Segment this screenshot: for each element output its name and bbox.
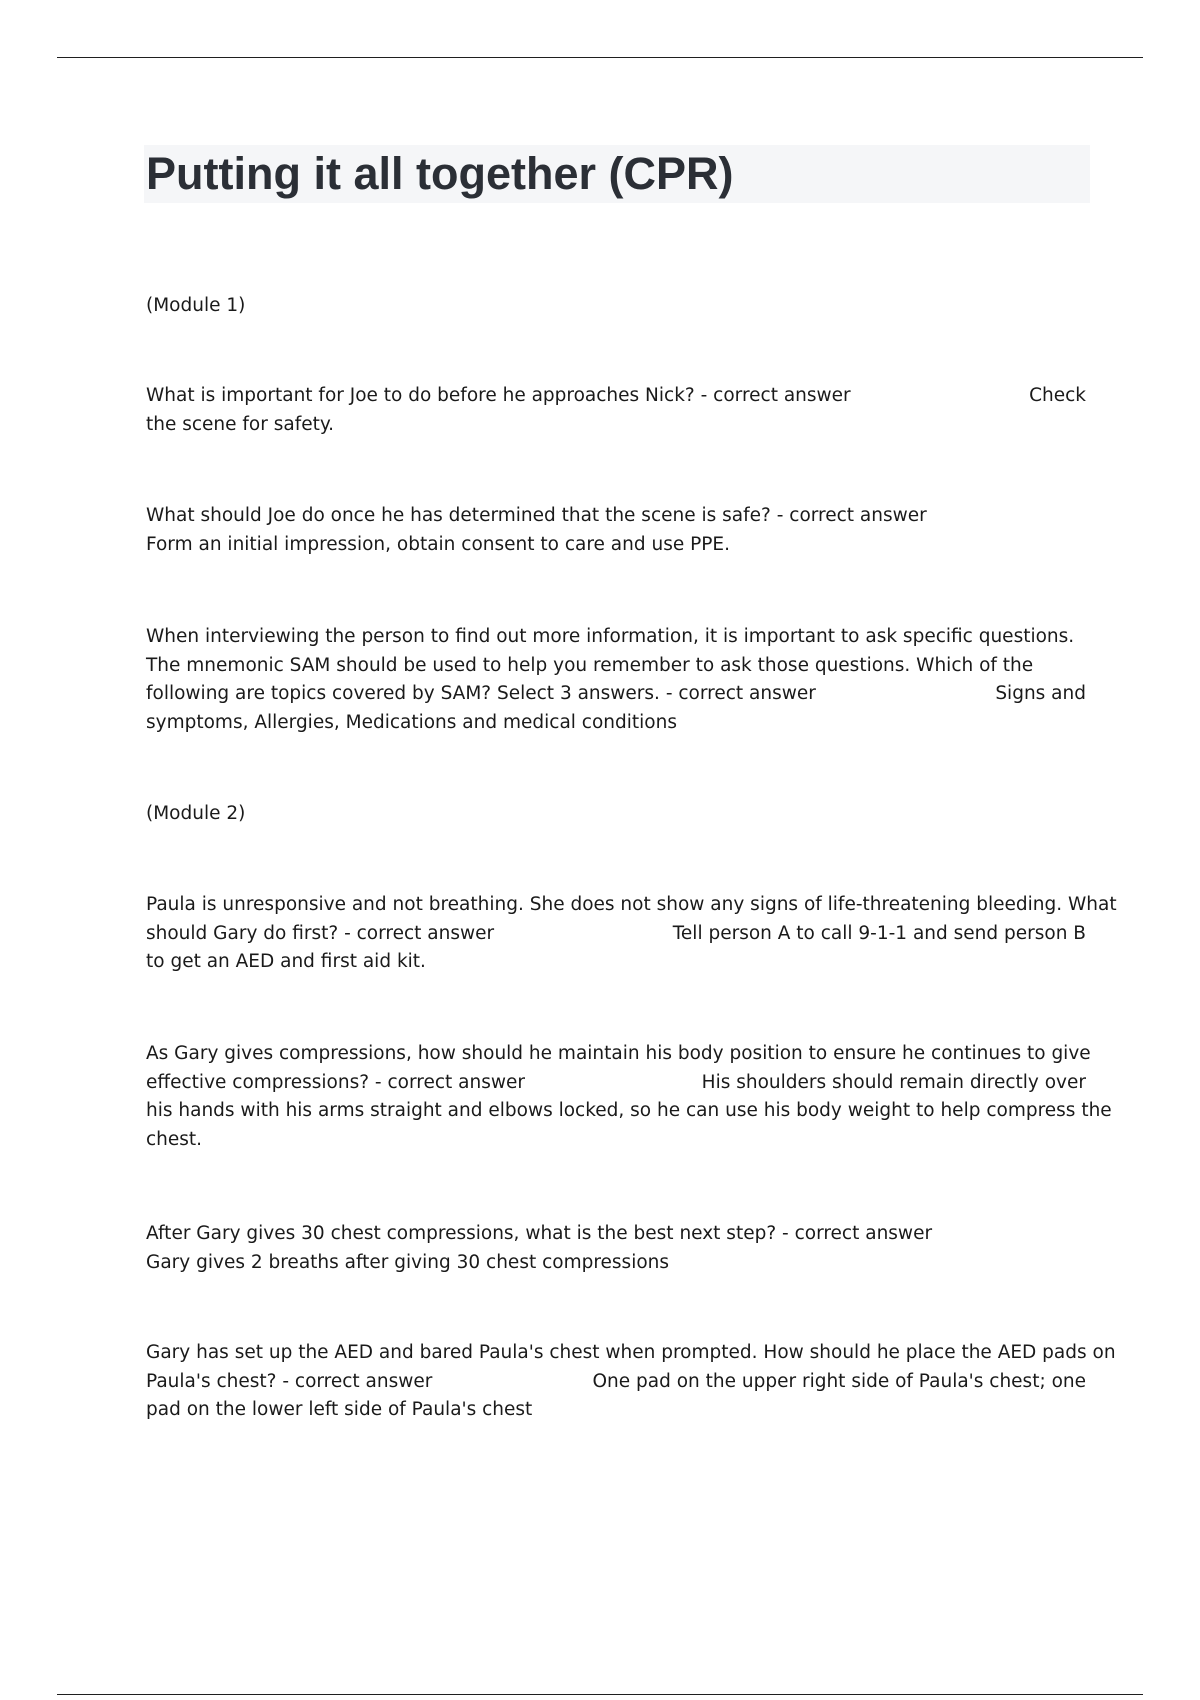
answer-text: One pad on the upper right side of Paula's chest; one xyxy=(592,1370,1086,1392)
question-text: What should Joe do once he has determined that the scene is safe? - correct answer xyxy=(146,505,927,526)
answer-text: Signs and xyxy=(995,683,1086,704)
question-text: When interviewing the person to find out more information, it is important to ask specific questions. xyxy=(146,626,1075,647)
question-text: As Gary gives compressions, how should he maintain his body position to ensure he continues to give xyxy=(146,1043,1091,1064)
answer-text: His shoulders should remain directly over xyxy=(701,1071,1086,1093)
answer-text: chest. xyxy=(146,1128,203,1150)
question-text: should Gary do first? - correct answer xyxy=(146,922,495,944)
question-text: Gary has set up the AED and bared Paula's chest when prompted. How should he place the AED pads on xyxy=(146,1342,1116,1363)
qa-item xyxy=(146,1220,1086,1277)
module-heading: (Module 2) xyxy=(146,803,246,824)
question-text: Paula is unresponsive and not breathing. She does not show any signs of life-threatening bleeding. What xyxy=(146,894,1117,915)
answer-text: Form an initial impression, obtain consent to care and use PPE. xyxy=(146,533,730,555)
answer-text: pad on the lower left side of Paula's chest xyxy=(146,1399,533,1420)
qa-item xyxy=(146,891,1117,977)
qa-item xyxy=(146,1339,1116,1425)
answer-text: Gary gives 2 breaths after giving 30 chest compressions xyxy=(146,1251,670,1273)
top-rule xyxy=(57,57,1143,58)
answer-text: Check xyxy=(1029,385,1086,406)
module-heading: (Module 1) xyxy=(146,295,246,316)
page-title: Putting it all together (CPR) xyxy=(146,148,734,199)
question-text: Paula's chest? - correct answer xyxy=(146,1370,433,1392)
answer-text: the scene for safety. xyxy=(146,413,335,435)
answer-text: to get an AED and first aid kit. xyxy=(146,951,426,972)
question-text: After Gary gives 30 chest compressions, what is the best next step? - correct answer xyxy=(146,1223,933,1244)
question-text: What is important for Joe to do before he approaches Nick? - correct answer xyxy=(146,385,851,406)
bottom-rule xyxy=(57,1694,1143,1695)
answer-text: symptoms, Allergies, Medications and medical conditions xyxy=(146,711,677,733)
question-text: following are topics covered by SAM? Select 3 answers. - correct answer xyxy=(146,683,816,704)
question-text: effective compressions? - correct answer xyxy=(146,1071,525,1093)
qa-item xyxy=(146,1040,1112,1154)
qa-item xyxy=(146,623,1086,737)
qa-item xyxy=(146,382,1086,439)
qa-item xyxy=(146,502,1086,559)
answer-text: Tell person A to call 9-1-1 and send person B xyxy=(672,922,1086,944)
answer-text: his hands with his arms straight and elbows locked, so he can use his body weight to help compress the xyxy=(146,1100,1112,1121)
question-text: The mnemonic SAM should be used to help you remember to ask those questions. Which of the xyxy=(146,654,1034,676)
